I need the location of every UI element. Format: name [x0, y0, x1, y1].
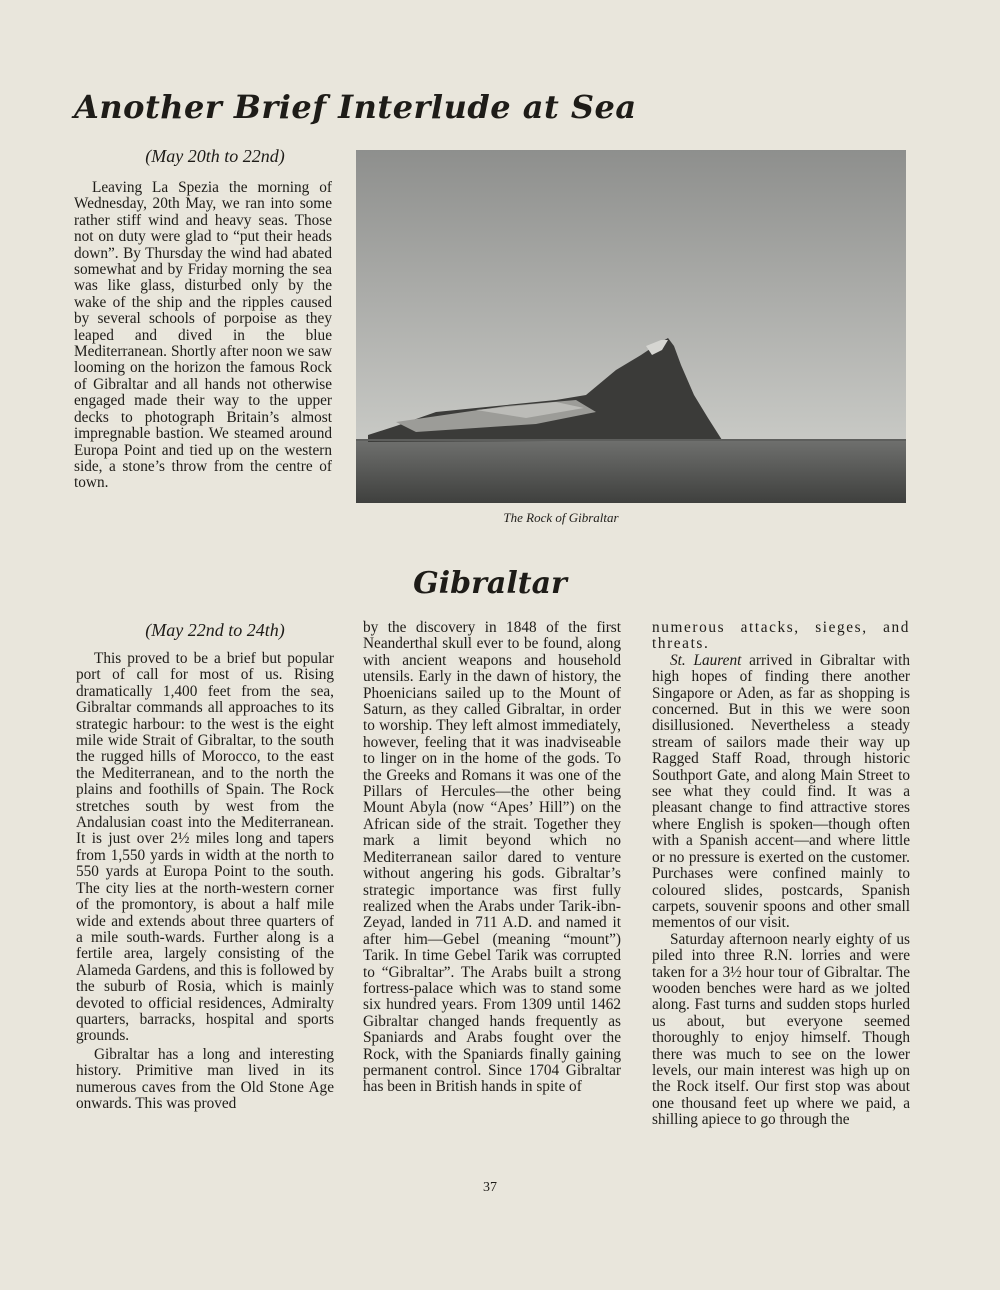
gibraltar-paragraph: Saturday afternoon nearly eighty of us piled into three R.N. lorries and were taken for a 3½ hour tour of Gibraltar. The wooden benches were hard as we jolted along. Fast turns and sudden stops hurled us about, but everyone seemed thoroughly to enjoy himself. Though there was much to see on the lower levels, our main interest was high up on the Rock itself. Our first stop was about one thousand feet up where we paid, a shilling apiece to go through the: [652, 930, 910, 1129]
interlude-paragraph: Leaving La Spezia the morning of Wednesday, 20th May, we ran into some rather stiff wind and heavy seas. Those not on duty were glad to “put their heads down”. By Thursday the wind had abated somewhat and by Friday morning the sea was like glass, disturbed only by the wake of the ship and the ripples caused by several schools of porpoise as they leaped and dived in the blue Mediterranean. Shortly after noon we saw looming on the horizon the famous Rock of Gibraltar and all hands not otherwise engaged made their way to the upper decks to photograph Britain’s almost impregnable bastion. We steamed around Europa Point and tied up on the western side, a stone’s throw from the centre of town.: [74, 179, 332, 492]
article-dates-gibraltar: (May 22nd to 24th): [145, 620, 285, 640]
rock-of-gibraltar-photo: [356, 150, 906, 503]
article-title-gibraltar: Gibraltar: [413, 566, 567, 601]
gibraltar-column-3: [652, 620, 910, 1129]
gibraltar-column-2: [363, 620, 621, 1096]
gibraltar-paragraph: by the discovery in 1848 of the first Neanderthal skull ever to be found, along with ancient weapons and household utensils. Early in the dawn of history, the Phoenicians sailed up to the Mount of Saturn, as they called Gibraltar, in order to worship. They left almost immediately, however, feeling that it was inadviseable to linger on in the home of the gods. To the Greeks and Romans it was one of the Pillars of Hercules—the other being Mount Abyla (now “Apes’ Hill”) on the African side of the strait. Together they mark a limit beyond which no Mediterranean sailor dared to venture without angering his gods. Gibraltar’s strategic importance was first fully realized when the Arabs under Tarik-ibn-Zeyad, landed in 711 A.D. and named it after him—Gebel (meaning “mount”) Tarik. In time Gebel Tarik was corrupted to “Gibraltar”. The Arabs built a strong fortress-palace which was to stand some six hundred years. From 1309 until 1462 Gibraltar changed hands frequently as Spaniards and Arabs fought over the Rock, with the Spaniards finally gaining permanent control. Since 1704 Gibraltar has been in British hands in spite of: [363, 619, 621, 1096]
ship-name: St. Laurent: [670, 651, 742, 669]
photo-caption: The Rock of Gibraltar: [503, 510, 619, 525]
article-body-interlude: [74, 180, 332, 492]
photo-image: [356, 150, 906, 503]
article-title-interlude: Another Brief Interlude at Sea: [74, 88, 637, 126]
article-dates-interlude: (May 20th to 22nd): [145, 146, 285, 166]
paragraph-text: arrived in Gibraltar with high hopes of finding there another Singapore or Aden, as far as shopping is concerned. But in this we were soon disillusioned. Nevertheless a steady stream of sailors made their way up Ragged Staff Road, through historic Southport Gate, and along Main Street to see what they could find. It was a pleasant change to find attractive stores where English is spoken—though often with a Spanish accent—and where little or no pressure is exerted on the customer. Purchases were confined mainly to coloured slides, postcards, Spanish carpets, souvenir spoons and other small mementos of our visit.: [652, 651, 910, 932]
gibraltar-paragraph: numerous attacks, sieges, and threats.: [652, 619, 910, 653]
gibraltar-paragraph: This proved to be a brief but popular port of call for most of us. Rising dramatically 1,400 feet from the sea, Gibraltar commands all approaches to its strategic harbour: to the west is the eight mile wide Strait of Gibraltar, to the south the rugged hills of Morocco, to the east the Mediterranean, and to the north the plains and foothills of Spain. The Rock stretches south by west from the Andalusian coast into the Mediterranean. It is just over 2½ miles long and tapers from 1,550 yards in width at the north to 550 yards at Europa Point to the south. The city lies at the north-western corner of the promontory, is about a half mile wide and extends about three quarters of a mile south-wards. Further along is a fertile area, largely consisting of the Alameda Gardens, and this is followed by the suburb of Rosia, which is mainly devoted to official residences, Admiralty quarters, barracks, hospital and sports grounds.: [76, 650, 334, 1045]
page-number: 37: [483, 1180, 497, 1195]
gibraltar-paragraph: [652, 653, 910, 932]
gibraltar-column-1: [76, 651, 334, 1112]
gibraltar-paragraph: Gibraltar has a long and interesting history. Primitive man lived in its numerous caves from the Old Stone Age onwards. This was proved: [76, 1045, 334, 1112]
